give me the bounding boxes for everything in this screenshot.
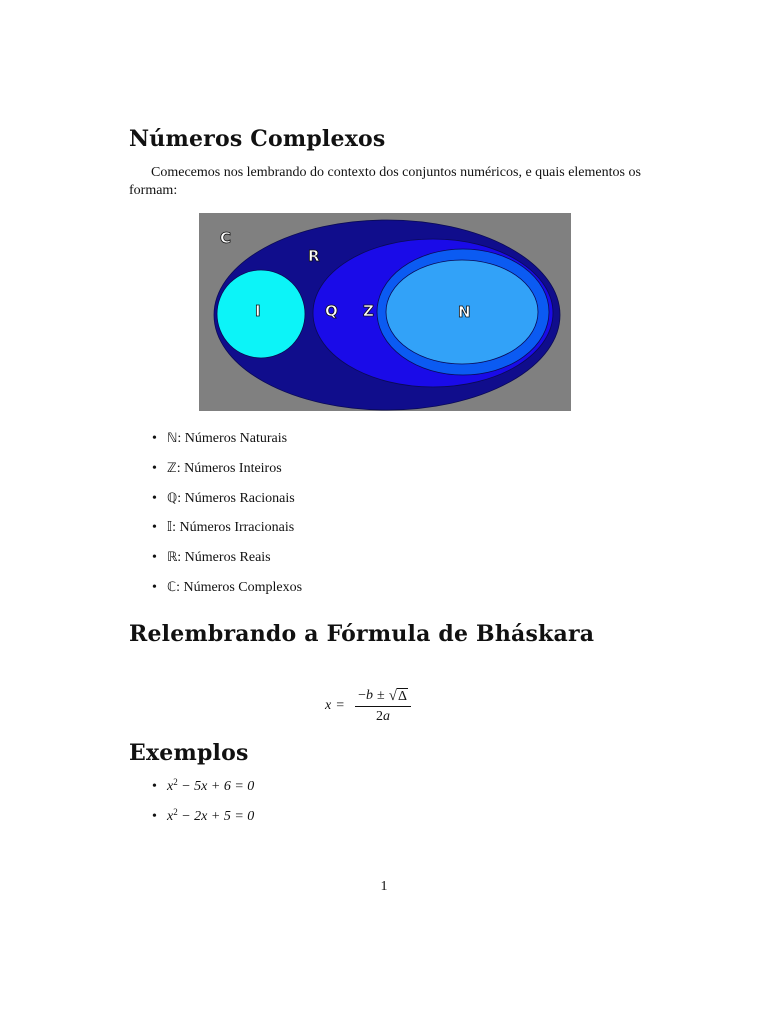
list-item xyxy=(152,778,254,808)
set-irrational-circle xyxy=(217,270,305,358)
number-sets-list xyxy=(152,430,302,609)
list-item xyxy=(152,519,302,549)
formula-b: b xyxy=(366,687,374,703)
intro-text: Comecemos nos lembrando do contexto dos conjuntos numéricos, e quais elementos os formam: xyxy=(129,165,641,198)
set-symbol: ℝ xyxy=(167,550,178,566)
label-I: I xyxy=(255,302,261,320)
section-title-exemplos: Exemplos xyxy=(129,740,249,766)
number-sets-diagram xyxy=(199,213,571,411)
formula-plus-minus: ± xyxy=(377,687,385,703)
set-description: : Números Reais xyxy=(177,550,271,566)
set-symbol: 𝕀 xyxy=(167,520,173,536)
list-item xyxy=(152,490,302,520)
example-rest: − 5x + 6 = 0 xyxy=(177,779,255,794)
set-description: : Números Racionais xyxy=(177,490,295,506)
label-Q: Q xyxy=(325,302,338,320)
list-item xyxy=(152,430,302,460)
list-item xyxy=(152,579,302,609)
set-symbol: ℂ xyxy=(167,579,177,595)
formula-equals: = xyxy=(336,698,345,713)
section-title-bhaskara: Relembrando a Fórmula de Bháskara xyxy=(129,621,595,647)
intro-paragraph xyxy=(129,164,643,200)
formula-fraction xyxy=(355,688,411,725)
list-item xyxy=(152,808,254,838)
formula-numerator xyxy=(355,688,411,707)
example-rest: − 2x + 5 = 0 xyxy=(177,808,255,824)
set-description: : Números Complexos xyxy=(176,579,303,595)
page-number: 1 xyxy=(380,879,388,894)
example-exponent: 2 xyxy=(173,777,178,787)
example-var: x xyxy=(167,779,174,794)
list-item xyxy=(152,460,302,490)
section-title-numeros-complexos: Números Complexos xyxy=(129,126,386,152)
label-N: N xyxy=(458,303,471,321)
set-symbol: ℚ xyxy=(167,490,178,506)
set-description: : Números Inteiros xyxy=(176,460,282,476)
label-R: R xyxy=(308,247,320,265)
examples-list xyxy=(152,778,254,838)
set-description: : Números Naturais xyxy=(177,431,288,446)
formula-delta: Δ xyxy=(397,688,407,704)
label-Z: Z xyxy=(363,302,374,320)
bhaskara-formula xyxy=(325,684,411,728)
set-symbol: ℤ xyxy=(167,460,177,476)
radical-icon: √ xyxy=(388,687,397,704)
formula-lhs: x xyxy=(325,698,332,713)
set-description: : Números Irracionais xyxy=(172,520,295,536)
set-symbol: ℕ xyxy=(167,431,178,446)
formula-denominator xyxy=(376,707,390,725)
formula-den-coef: 2 xyxy=(376,708,384,724)
example-var: x xyxy=(167,808,174,824)
formula-sqrt xyxy=(389,688,408,704)
formula-den-var: a xyxy=(383,708,391,724)
list-item xyxy=(152,549,302,579)
formula-minus: − xyxy=(358,687,367,703)
label-C: C xyxy=(220,229,232,247)
example-exponent: 2 xyxy=(173,806,178,817)
